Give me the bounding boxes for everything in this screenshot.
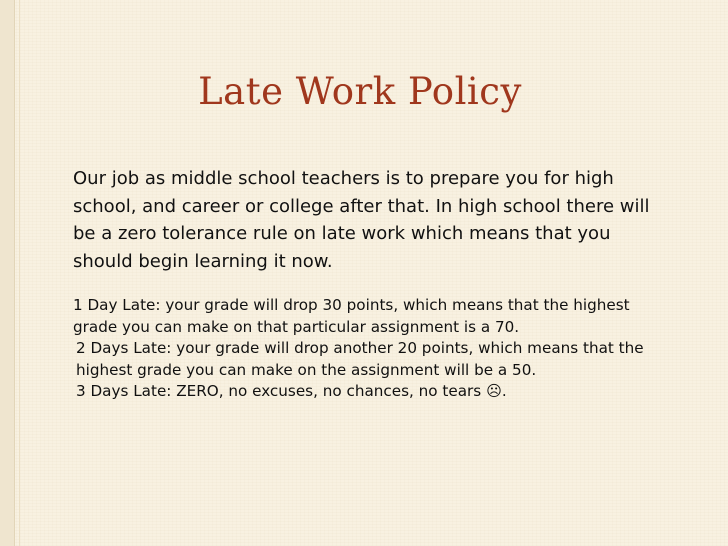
slide-title: Late Work Policy [198,70,522,113]
slide-body [73,165,663,403]
rule-one-day-late: 1 Day Late: your grade will drop 30 points, which means that the highest grade you can make on that particular assignment is a 70. [73,296,630,336]
intro-paragraph: Our job as middle school teachers is to prepare you for high school, and career or college after that. In high school there will be a zero tolerance rule on late work which means that you should begin learning it now. [73,168,650,272]
notebook-margin-band [0,0,15,546]
late-rules-list [73,295,663,403]
rule-three-days-late: 3 Days Late: ZERO, no excuses, no chances, no tears ☹. [76,382,507,400]
rule-two-days-late: 2 Days Late: your grade will drop another 20 points, which means that the highest grade you can make on the assignment will be a 50. [76,339,644,379]
